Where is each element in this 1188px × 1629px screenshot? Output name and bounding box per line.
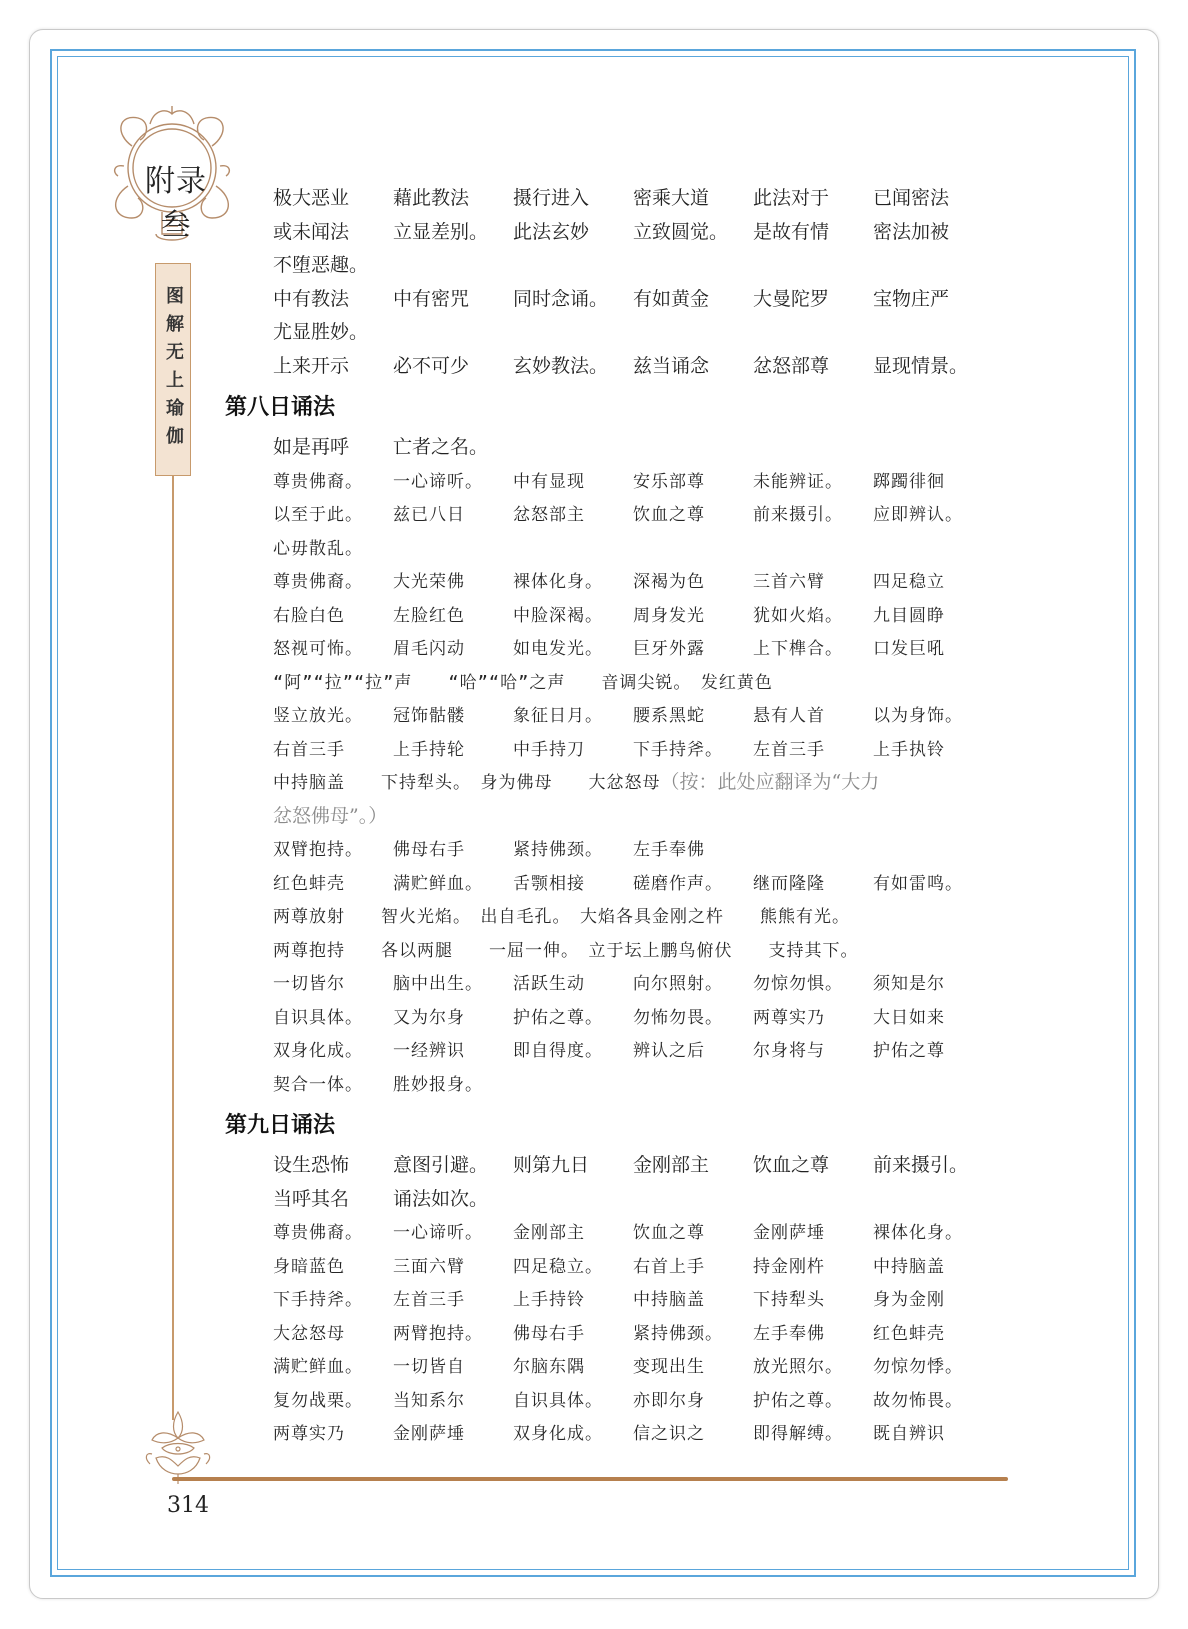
verse-phrase: 活跃生动	[513, 974, 585, 995]
verse-phrase: 尔身将与	[753, 1041, 825, 1062]
verse-phrase: 裸体化身。	[873, 1223, 963, 1244]
verse-phrase: 亡者之名。	[393, 436, 489, 459]
verse-phrase: 故勿怖畏。	[873, 1390, 963, 1411]
verse-phrase: 又为尔身	[393, 1007, 465, 1028]
verse-line	[273, 1281, 1013, 1315]
verse-line	[273, 314, 1013, 348]
verse-phrase: 满贮鲜血。	[393, 873, 483, 894]
verse-phrase: 放光照尔。	[753, 1357, 843, 1378]
verse-phrase: 立致圆觉。	[633, 220, 729, 243]
verse-phrase: 三面六臂	[393, 1256, 465, 1277]
verse-phrase: 既自辨识	[873, 1424, 945, 1445]
verse-line	[273, 429, 1013, 463]
verse-phrase: 佛母右手	[393, 840, 465, 861]
verse-phrase: 两尊实乃	[753, 1007, 825, 1028]
verse-phrase: 持金刚杵	[753, 1256, 825, 1277]
verse-phrase: 上手持铃	[513, 1290, 585, 1311]
verse-phrase: 脑中出生。	[393, 974, 483, 995]
translator-note: （按：此处应翻译为“大力	[660, 771, 880, 794]
verse-phrase: 四足稳立	[873, 572, 945, 593]
verse-phrase: 护佑之尊。	[753, 1390, 843, 1411]
verse-phrase: 自识具体。	[273, 1007, 363, 1028]
verse-phrase: 中手持刀	[513, 739, 585, 760]
verse-phrase: 或未闻法	[273, 220, 350, 243]
verse-phrase: 胜妙报身。	[393, 1074, 483, 1095]
verse-phrase: 以为身饰。	[873, 706, 963, 727]
verse-phrase: 中有密咒	[393, 287, 470, 310]
verse-line	[273, 999, 1013, 1033]
verse-phrase: 中持脑盖	[873, 1256, 945, 1277]
verse-phrase: 上下榫合。	[753, 639, 843, 660]
verse-phrase: 左首三手	[753, 739, 825, 760]
verse-phrase: 周身发光	[633, 605, 705, 626]
verse-line	[273, 664, 1013, 698]
verse-phrase: 则第九日	[513, 1154, 590, 1177]
verse-line	[273, 1147, 1013, 1181]
verse-line	[273, 180, 1013, 214]
translator-note: 忿怒佛母”。）	[273, 804, 388, 827]
verse-phrase: 竖立放光。	[273, 706, 363, 727]
verse-phrase: 立显差别。	[393, 220, 489, 243]
verse-phrase: 两尊实乃	[273, 1424, 345, 1445]
verse-line	[273, 1181, 1013, 1215]
verse-phrase: 金刚部主	[513, 1223, 585, 1244]
verse-phrase: 右首上手	[633, 1256, 705, 1277]
verse-phrase: 向尔照射。	[633, 974, 723, 995]
verse-phrase: 须知是尔	[873, 974, 945, 995]
verse-phrase: 亦即尔身	[633, 1390, 705, 1411]
verse-phrase: 深褐为色	[633, 572, 705, 593]
verse-phrase: 不堕恶趣。	[273, 254, 369, 277]
verse-phrase: 勿惊勿惧。	[753, 974, 843, 995]
verse-phrase: 大忿怒母	[273, 1323, 345, 1344]
verse-line	[273, 597, 1013, 631]
verse-phrase: 前来摄引。	[753, 505, 843, 526]
verse-phrase: 佛母右手	[513, 1323, 585, 1344]
verse-phrase: 中脸深褐。	[513, 605, 603, 626]
verse-phrase: 双身化成。	[513, 1424, 603, 1445]
verse-phrase: 显现情景。	[873, 354, 969, 377]
verse-phrase: 一心谛听。	[393, 1223, 483, 1244]
verse-phrase: 是故有情	[753, 220, 830, 243]
margin-rule	[172, 476, 174, 1420]
section-heading: 第九日诵法	[225, 1112, 336, 1138]
verse-phrase: 双臂抱持。	[273, 840, 363, 861]
verse-phrase: 有如雷鸣。	[873, 873, 963, 894]
verse-phrase: 尊贵佛裔。	[273, 1223, 363, 1244]
verse-line	[273, 932, 1013, 966]
verse-line	[273, 697, 1013, 731]
verse-text: 中持脑盖 下持犁头。 身为佛母 大忿怒母	[273, 773, 661, 794]
verse-phrase: 身为金刚	[873, 1290, 945, 1311]
verse-phrase: 尔脑东隅	[513, 1357, 585, 1378]
verse-phrase: 自识具体。	[513, 1390, 603, 1411]
verse-phrase: 金刚萨埵	[753, 1223, 825, 1244]
verse-line	[273, 1415, 1013, 1449]
verse-line	[273, 630, 1013, 664]
verse-line	[273, 463, 1013, 497]
verse-line	[273, 214, 1013, 248]
lotus-ornament-icon	[142, 1408, 214, 1486]
verse-phrase: 护佑之尊	[873, 1041, 945, 1062]
verse-phrase: 舌颚相接	[513, 873, 585, 894]
verse-phrase: 勿怖勿畏。	[633, 1007, 723, 1028]
verse-text: “阿”“拉”“拉”声 “哈”“哈”之声 音调尖锐。 发红黄色	[273, 672, 773, 693]
verse-phrase: 尊贵佛裔。	[273, 572, 363, 593]
verse-phrase: 四足稳立。	[513, 1256, 603, 1277]
verse-phrase: 宝物庄严	[873, 287, 950, 310]
verse-line	[273, 247, 1013, 281]
verse-phrase: 有如黄金	[633, 287, 710, 310]
verse-phrase: 心毋散乱。	[273, 538, 363, 559]
verse-phrase: 密乘大道	[633, 187, 710, 210]
section-heading: 第八日诵法	[225, 394, 336, 420]
verse-phrase: 三首六臂	[753, 572, 825, 593]
verse-line	[273, 1214, 1013, 1248]
verse-phrase: 上手持轮	[393, 739, 465, 760]
verse-phrase: 下手持斧。	[273, 1290, 363, 1311]
verse-phrase: 当知系尔	[393, 1390, 465, 1411]
verse-phrase: 极大恶业	[273, 187, 350, 210]
verse-phrase: 诵法如次。	[393, 1187, 489, 1210]
verse-phrase: 饮血之尊	[633, 505, 705, 526]
verse-phrase: 双身化成。	[273, 1041, 363, 1062]
verse-line	[273, 1382, 1013, 1416]
bottom-rule	[172, 1477, 1008, 1481]
verse-phrase: 一心谛听。	[393, 471, 483, 492]
verse-phrase: 右首三手	[273, 739, 345, 760]
verse-line	[273, 865, 1013, 899]
verse-line	[273, 1066, 1013, 1100]
verse-phrase: 当呼其名	[273, 1187, 350, 1210]
verse-phrase: 设生恐怖	[273, 1154, 350, 1177]
verse-phrase: 安乐部尊	[633, 471, 705, 492]
verse-phrase: 右脸白色	[273, 605, 345, 626]
verse-phrase: 契合一体。	[273, 1074, 363, 1095]
verse-phrase: 金刚萨埵	[393, 1424, 465, 1445]
verse-phrase: 以至于此。	[273, 505, 363, 526]
verse-phrase: 密法加被	[873, 220, 950, 243]
verse-phrase: 下手持斧。	[633, 739, 723, 760]
verse-phrase: 应即辨认。	[873, 505, 963, 526]
verse-phrase: 犹如火焰。	[753, 605, 843, 626]
verse-phrase: 兹当诵念	[633, 354, 710, 377]
verse-phrase: 勿惊勿悸。	[873, 1357, 963, 1378]
verse-phrase: 两臂抱持。	[393, 1323, 483, 1344]
verse-phrase: 上来开示	[273, 354, 350, 377]
verse-phrase: 饮血之尊	[633, 1223, 705, 1244]
verse-line	[273, 898, 1013, 932]
verse-line	[273, 530, 1013, 564]
verse-phrase: 必不可少	[393, 354, 470, 377]
verse-phrase: 如是再呼	[273, 436, 350, 459]
verse-phrase: 金刚部主	[633, 1154, 710, 1177]
verse-line	[273, 764, 1013, 798]
verse-text: 两尊抱持 各以两腿 一屈一伸。 立于坛上鹏鸟俯伏 支持其下。	[273, 940, 859, 961]
verse-phrase: 腰系黑蛇	[633, 706, 705, 727]
verse-phrase: 辨认之后	[633, 1041, 705, 1062]
verse-phrase: 兹已八日	[393, 505, 465, 526]
verse-phrase: 口发巨吼	[873, 639, 945, 660]
verse-phrase: 红色蚌壳	[873, 1323, 945, 1344]
verse-phrase: 即得解缚。	[753, 1424, 843, 1445]
verse-line	[273, 281, 1013, 315]
verse-phrase: 巨牙外露	[633, 639, 705, 660]
verse-phrase: 前来摄引。	[873, 1154, 969, 1177]
verse-line	[273, 1315, 1013, 1349]
verse-phrase: 左手奉佛	[753, 1323, 825, 1344]
verse-phrase: 未能辨证。	[753, 471, 843, 492]
verse-phrase: 大日如来	[873, 1007, 945, 1028]
verse-phrase: 紧持佛颈。	[513, 840, 603, 861]
verse-phrase: 变现出生	[633, 1357, 705, 1378]
verse-phrase: 此法对于	[753, 187, 830, 210]
verse-line	[273, 1032, 1013, 1066]
verse-phrase: 意图引避。	[393, 1154, 489, 1177]
verse-line	[273, 831, 1013, 865]
verse-phrase: 左脸红色	[393, 605, 465, 626]
verse-phrase: 如电发光。	[513, 639, 603, 660]
verse-phrase: 眉毛闪动	[393, 639, 465, 660]
verse-text: 两尊放射 智火光焰。 出自毛孔。 大焰各具金刚之杵 熊熊有光。	[273, 907, 850, 928]
verse-phrase: 饮血之尊	[753, 1154, 830, 1177]
verse-phrase: 身暗蓝色	[273, 1256, 345, 1277]
verse-phrase: 中有教法	[273, 287, 350, 310]
verse-phrase: 信之识之	[633, 1424, 705, 1445]
verse-phrase: 磋磨作声。	[633, 873, 723, 894]
verse-phrase: 一切皆尔	[273, 974, 345, 995]
verse-phrase: 悬有人首	[753, 706, 825, 727]
verse-line	[273, 563, 1013, 597]
verse-phrase: 左首三手	[393, 1290, 465, 1311]
verse-line	[273, 348, 1013, 382]
verse-phrase: 玄妙教法。	[513, 354, 609, 377]
verse-phrase: 继而隆隆	[753, 873, 825, 894]
book-title-tab	[155, 263, 191, 476]
verse-phrase: 左手奉佛	[633, 840, 705, 861]
verse-phrase: 一切皆自	[393, 1357, 465, 1378]
verse-phrase: 即自得度。	[513, 1041, 603, 1062]
verse-line	[273, 731, 1013, 765]
verse-phrase: 象征日月。	[513, 706, 603, 727]
verse-phrase: 怒视可怖。	[273, 639, 363, 660]
verse-phrase: 大曼陀罗	[753, 287, 830, 310]
verse-phrase: 大光荣佛	[393, 572, 465, 593]
verse-phrase: 红色蚌壳	[273, 873, 345, 894]
main-text	[225, 180, 1013, 1449]
verse-phrase: 九目圆睁	[873, 605, 945, 626]
verse-phrase: 裸体化身。	[513, 572, 603, 593]
verse-phrase: 此法玄妙	[513, 220, 590, 243]
verse-phrase: 摄行进入	[513, 187, 590, 210]
verse-phrase: 中有显现	[513, 471, 585, 492]
verse-line	[273, 496, 1013, 530]
verse-phrase: 下持犁头	[753, 1290, 825, 1311]
verse-phrase: 尊贵佛裔。	[273, 471, 363, 492]
verse-phrase: 尤显胜妙。	[273, 321, 369, 344]
verse-phrase: 中持脑盖	[633, 1290, 705, 1311]
verse-phrase: 满贮鲜血。	[273, 1357, 363, 1378]
verse-phrase: 忿怒部尊	[753, 354, 830, 377]
verse-line	[273, 1248, 1013, 1282]
verse-phrase: 藉此教法	[393, 187, 470, 210]
verse-phrase: 紧持佛颈。	[633, 1323, 723, 1344]
verse-phrase: 冠饰骷髅	[393, 706, 465, 727]
verse-line	[273, 1348, 1013, 1382]
verse-phrase: 踯躅徘徊	[873, 471, 945, 492]
verse-phrase: 忿怒部主	[513, 505, 585, 526]
appendix-label: 附录叁	[145, 164, 207, 243]
verse-phrase: 上手执铃	[873, 739, 945, 760]
verse-phrase: 复勿战栗。	[273, 1390, 363, 1411]
book-title: 图解无上瑜伽	[163, 285, 184, 454]
verse-phrase: 已闻密法	[873, 187, 950, 210]
verse-phrase: 护佑之尊。	[513, 1007, 603, 1028]
page-number: 314	[167, 1493, 209, 1518]
verse-phrase: 一经辨识	[393, 1041, 465, 1062]
verse-phrase: 同时念诵。	[513, 287, 609, 310]
verse-line	[273, 965, 1013, 999]
